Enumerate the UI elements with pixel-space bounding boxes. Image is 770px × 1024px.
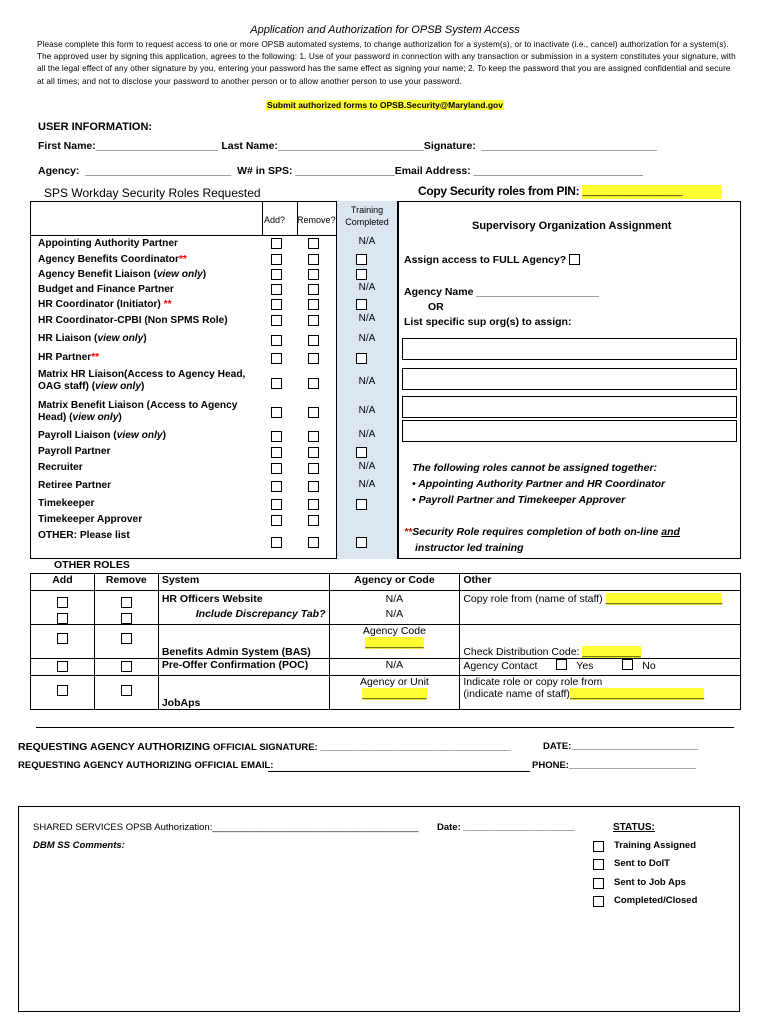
agency-contact-yes-checkbox[interactable] xyxy=(556,659,567,670)
or-agency-cell xyxy=(329,591,460,625)
role-remove-checkbox[interactable] xyxy=(308,238,319,249)
role-label-a: Appointing Authority Partner xyxy=(38,238,178,249)
or-col-other: Other xyxy=(460,574,741,591)
training-note xyxy=(404,526,680,538)
sup-org-input-3[interactable] xyxy=(402,396,737,418)
role-remove-checkbox[interactable] xyxy=(308,499,319,510)
role-training-na: N/A xyxy=(358,461,376,472)
role-label-b: view only xyxy=(72,411,119,423)
col-add-label: Add? xyxy=(264,215,286,225)
col-training-label: Training Completed xyxy=(345,205,389,227)
role-remove-checkbox[interactable] xyxy=(308,269,319,280)
role-remove-checkbox[interactable] xyxy=(308,315,319,326)
indicate-role-label: Indicate role or copy role from xyxy=(463,676,603,688)
name-signature-row[interactable]: First Name:_____________________ Last Name:_________________________Signature: ______________________________ xyxy=(38,140,657,152)
indicate-role-row xyxy=(463,688,737,700)
req-sig-input[interactable]: ____________________________________ xyxy=(317,742,511,753)
shared-auth-label: SHARED SERVICES OPSB Authorization: xyxy=(33,822,213,833)
status-label: Sent to DoIT xyxy=(614,858,670,869)
agency-email-row[interactable]: Agency: _________________________ W# in SPS: _________________Email Address: _____________________________ xyxy=(38,165,644,177)
other-roles-table xyxy=(30,573,741,710)
sps-heading: SPS Workday Security Roles Requested xyxy=(44,186,261,200)
role-training-na: N/A xyxy=(358,333,376,344)
role-row xyxy=(38,462,263,474)
copy-pin xyxy=(418,184,722,199)
or-col-add: Add xyxy=(31,574,95,591)
or-col-system: System xyxy=(158,574,329,591)
role-remove-checkbox[interactable] xyxy=(308,378,319,389)
role-label-a: OTHER: Please list xyxy=(38,530,130,541)
role-training-na: N/A xyxy=(358,282,376,293)
role-row xyxy=(38,284,263,296)
no-label: No xyxy=(642,660,656,672)
role-row xyxy=(38,446,263,458)
role-label-d: ** xyxy=(163,299,172,310)
check-dist-input[interactable]: __________ xyxy=(582,646,641,658)
full-agency-checkbox[interactable] xyxy=(569,254,580,265)
agency-name-field[interactable]: Agency Name _____________________ xyxy=(404,286,599,298)
req-date-label: DATE: xyxy=(543,741,572,752)
role-training-na: N/A xyxy=(358,376,376,387)
note-text-b: instructor led training xyxy=(415,542,524,554)
status-label: Training Assigned xyxy=(614,840,696,851)
role-add-checkbox[interactable] xyxy=(271,481,282,492)
role-label-a: Timekeeper Approver xyxy=(38,514,143,525)
status-label: Sent to Job Aps xyxy=(614,877,686,888)
role-label-b: view only xyxy=(97,333,144,344)
role-add-checkbox[interactable] xyxy=(271,378,282,389)
role-training-checkbox[interactable] xyxy=(356,299,367,310)
user-info-heading: USER INFORMATION: xyxy=(38,121,153,133)
dbm-comments-label: DBM SS Comments: xyxy=(33,840,125,851)
or-agency-cell xyxy=(329,676,460,710)
requesting-signature-row xyxy=(18,741,511,753)
role-row xyxy=(38,400,250,423)
or-other-cell xyxy=(460,591,741,625)
role-row xyxy=(38,333,263,345)
separator-line xyxy=(36,727,734,728)
role-training-na: N/A xyxy=(358,429,376,440)
phone-input[interactable]: ________________________ xyxy=(568,760,696,771)
sup-org-input-2[interactable] xyxy=(402,368,737,390)
role-add-checkbox[interactable] xyxy=(271,537,282,548)
role-row xyxy=(38,430,263,442)
req-sig-label-b: OFFICIAL SIGNATURE: xyxy=(213,742,318,753)
role-label-a: HR Partner xyxy=(38,352,92,363)
role-label-a: HR Coordinator (Initiator) xyxy=(38,299,164,310)
or-other-cell xyxy=(460,676,741,710)
role-add-checkbox[interactable] xyxy=(271,299,282,310)
role-add-checkbox[interactable] xyxy=(271,499,282,510)
role-label-a: Retiree Partner xyxy=(38,480,112,491)
indicate-name-input[interactable]: _______________________ xyxy=(569,688,705,700)
discrepancy-remove-checkbox[interactable] xyxy=(121,613,132,624)
role-remove-checkbox[interactable] xyxy=(308,299,319,310)
role-label-d: ** xyxy=(178,254,187,265)
indicate-name-label: (indicate name of staff) xyxy=(463,688,570,700)
role-row xyxy=(38,238,263,250)
role-remove-checkbox[interactable] xyxy=(308,335,319,346)
role-add-checkbox[interactable] xyxy=(271,284,282,295)
role-label-a: Budget and Finance Partner xyxy=(38,284,174,295)
role-row xyxy=(38,530,263,542)
status-checkbox[interactable] xyxy=(593,878,604,889)
or-remove-cell xyxy=(94,591,158,625)
role-label-a: Matrix HR Liaison(Access to Agency Head, OAG staff) ( xyxy=(38,369,246,392)
note-text-a: Security Role requires completion of both on-line xyxy=(412,526,662,538)
submit-email-link[interactable]: Submit authorized forms to OPSB.Security@Maryland.gov xyxy=(267,100,503,110)
or-system-cell xyxy=(158,591,329,625)
or-other-cell xyxy=(460,625,741,659)
or-col-remove: Remove xyxy=(94,574,158,591)
hr-officers-remove-checkbox[interactable] xyxy=(121,597,132,608)
role-label-d: ** xyxy=(91,352,100,363)
role-add-checkbox[interactable] xyxy=(271,238,282,249)
note-and: and xyxy=(661,526,680,538)
shared-date-input[interactable]: _____________________ xyxy=(463,822,575,833)
role-remove-checkbox[interactable] xyxy=(308,463,319,474)
bas-remove-checkbox[interactable] xyxy=(121,633,132,644)
role-add-checkbox[interactable] xyxy=(271,447,282,458)
status-label: Completed/Closed xyxy=(614,895,698,906)
req-date-input[interactable]: ________________________ xyxy=(571,741,699,752)
other-roles-heading: OTHER ROLES xyxy=(54,559,130,571)
full-agency-label: Assign access to FULL Agency? xyxy=(404,254,567,266)
agency-code-label: Agency Code xyxy=(362,625,426,637)
role-add-checkbox[interactable] xyxy=(271,407,282,418)
shared-services-box xyxy=(18,806,740,1012)
note-stars: ** xyxy=(404,526,413,538)
sup-org-input-4[interactable] xyxy=(402,420,737,442)
role-add-checkbox[interactable] xyxy=(271,515,282,526)
copy-role-label xyxy=(463,593,737,605)
role-label-b: view only xyxy=(156,269,203,280)
role-label-c: ) xyxy=(118,411,122,423)
poc-remove-checkbox[interactable] xyxy=(121,661,132,672)
role-row xyxy=(38,514,263,526)
role-row xyxy=(38,369,250,392)
or-col-agency: Agency or Code xyxy=(329,574,460,591)
agency-code-input[interactable]: __________ xyxy=(365,637,424,649)
role-label-a: Timekeeper xyxy=(38,498,95,509)
role-label-a: Payroll Liaison ( xyxy=(38,430,117,441)
or-add-cell xyxy=(31,591,95,625)
or-other-cell xyxy=(460,659,741,676)
bas-add-checkbox[interactable] xyxy=(57,633,68,644)
role-label-a: Matrix Benefit Liaison (Access to Agency Head) ( xyxy=(38,400,238,423)
bas-label: Benefits Admin System (BAS) xyxy=(158,625,329,659)
or-remove-cell xyxy=(94,625,158,659)
status-heading: STATUS: xyxy=(613,822,655,833)
or-remove-cell xyxy=(94,659,158,676)
role-label-b: view only xyxy=(95,380,142,392)
role-row xyxy=(38,352,263,364)
role-label-a: Agency Benefit Liaison ( xyxy=(38,269,157,280)
role-add-checkbox[interactable] xyxy=(271,431,282,442)
role-row xyxy=(38,299,263,311)
role-add-checkbox[interactable] xyxy=(271,269,282,280)
role-remove-checkbox[interactable] xyxy=(308,284,319,295)
include-discrepancy-label: Include Discrepancy Tab? xyxy=(195,608,326,620)
yes-label: Yes xyxy=(576,660,594,672)
or-add-cell xyxy=(31,625,95,659)
hr-officers-na: N/A xyxy=(385,593,404,605)
discrepancy-add-checkbox[interactable] xyxy=(57,613,68,624)
role-row xyxy=(38,498,263,510)
copy-role-input[interactable]: ____________________ xyxy=(605,593,723,605)
role-training-checkbox[interactable] xyxy=(356,254,367,265)
role-training-na: N/A xyxy=(358,405,376,416)
role-row xyxy=(38,315,263,327)
col-remove-label: Remove? xyxy=(297,215,336,225)
role-remove-checkbox[interactable] xyxy=(308,431,319,442)
form-title: Application and Authorization for OPSB System Access xyxy=(250,24,520,36)
col-divider xyxy=(262,201,263,235)
shared-date-label: Date: xyxy=(437,822,461,833)
role-training-checkbox[interactable] xyxy=(356,447,367,458)
intro-text: Please complete this form to request access to one or more OPSB automated systems, to change authorization for a system(s), or to inactivate (i.e., cancel) authorization for a system(s). The approved user by signing this application, agrees to the following: 1. Use of your password in connection with any transaction or submission in a system constitutes your signature, with all the legal effect of any other signature by you, entering your password has the same effect as signing your name; 2. To keep the password that you are assigned confidential and secure at all times; and not to disclose your password to another person or to allow another person to use your password. xyxy=(37,40,736,86)
agency-unit-input[interactable]: ___________ xyxy=(362,688,427,700)
shared-auth-input[interactable]: _______________________________________ xyxy=(212,822,419,833)
agency-unit-label: Agency or Unit xyxy=(359,676,429,688)
or-label: OR xyxy=(428,301,444,313)
jobaps-remove-checkbox[interactable] xyxy=(121,685,132,696)
role-label-a: Agency Benefits Coordinator xyxy=(38,254,179,265)
role-row xyxy=(38,254,263,266)
sup-org-input-1[interactable] xyxy=(402,338,737,360)
copy-role-text: Copy role from (name of staff) xyxy=(463,593,603,605)
poc-add-checkbox[interactable] xyxy=(57,661,68,672)
col-divider xyxy=(398,201,399,559)
check-dist-label: Check Distribution Code: xyxy=(463,646,580,658)
role-remove-checkbox[interactable] xyxy=(308,537,319,548)
cannot-assign-item-2: • Payroll Partner and Timekeeper Approver xyxy=(412,494,626,506)
role-training-na: N/A xyxy=(358,236,376,247)
phone-row xyxy=(532,760,696,771)
role-remove-checkbox[interactable] xyxy=(308,254,319,265)
cannot-assign-heading: The following roles cannot be assigned together: xyxy=(412,462,658,474)
role-remove-checkbox[interactable] xyxy=(308,481,319,492)
agency-contact-no-checkbox[interactable] xyxy=(622,659,633,670)
role-label-c: ) xyxy=(141,380,145,392)
role-add-checkbox[interactable] xyxy=(271,254,282,265)
role-add-checkbox[interactable] xyxy=(271,335,282,346)
role-remove-checkbox[interactable] xyxy=(308,515,319,526)
role-remove-checkbox[interactable] xyxy=(308,353,319,364)
role-label-a: HR Coordinator-CPBI (Non SPMS Role) xyxy=(38,315,228,326)
role-label-a: Recruiter xyxy=(38,462,83,473)
status-checkbox[interactable] xyxy=(593,859,604,870)
shared-auth-row xyxy=(33,822,418,833)
or-agency-cell xyxy=(329,625,460,659)
role-label-c: ) xyxy=(162,430,166,441)
submit-instruction xyxy=(0,100,770,110)
req-sig-label-a: REQUESTING AGENCY AUTHORIZING xyxy=(18,741,214,753)
supervisory-heading: Supervisory Organization Assignment xyxy=(472,220,672,232)
poc-label: Pre-Offer Confirmation (POC) xyxy=(158,659,329,676)
discrepancy-na: N/A xyxy=(385,608,404,620)
role-label-b: view only xyxy=(116,430,163,441)
role-label-c: ) xyxy=(202,269,207,280)
role-label-c: ) xyxy=(143,333,147,344)
hr-officers-add-checkbox[interactable] xyxy=(57,597,68,608)
shared-date-row xyxy=(437,822,574,833)
jobaps-label: JobAps xyxy=(158,676,329,710)
cannot-assign-item-1: • Appointing Authority Partner and HR Coordinator xyxy=(412,478,666,490)
role-training-na: N/A xyxy=(358,479,376,490)
role-training-checkbox[interactable] xyxy=(356,353,367,364)
role-remove-checkbox[interactable] xyxy=(308,407,319,418)
role-add-checkbox[interactable] xyxy=(271,463,282,474)
role-training-checkbox[interactable] xyxy=(356,269,367,280)
list-sup-orgs-label: List specific sup org(s) to assign: xyxy=(404,316,572,328)
or-remove-cell xyxy=(94,676,158,710)
copy-pin-label: Copy Security roles from PIN: xyxy=(418,184,580,198)
role-label-a: HR Liaison ( xyxy=(38,333,98,344)
status-checkbox[interactable] xyxy=(593,896,604,907)
status-checkbox[interactable] xyxy=(593,841,604,852)
or-add-cell xyxy=(31,676,95,710)
agency-contact-label: Agency Contact xyxy=(463,660,538,672)
role-add-checkbox[interactable] xyxy=(271,353,282,364)
role-training-na: N/A xyxy=(358,313,376,324)
req-date-row xyxy=(543,741,698,752)
role-label-a: Payroll Partner xyxy=(38,446,111,457)
hr-officers-label: HR Officers Website xyxy=(161,593,263,605)
jobaps-add-checkbox[interactable] xyxy=(57,685,68,696)
role-row xyxy=(38,269,263,281)
role-add-checkbox[interactable] xyxy=(271,315,282,326)
pin-input[interactable]: ___________________ xyxy=(582,185,722,199)
role-remove-checkbox[interactable] xyxy=(308,447,319,458)
role-row xyxy=(38,480,263,492)
req-email-input[interactable] xyxy=(268,771,530,772)
or-add-cell xyxy=(31,659,95,676)
poc-na: N/A xyxy=(329,659,460,676)
role-training-checkbox[interactable] xyxy=(356,499,367,510)
phone-label: PHONE: xyxy=(532,760,569,771)
req-email-label: REQUESTING AGENCY AUTHORIZING OFFICIAL EMAIL: xyxy=(18,760,274,771)
role-training-checkbox[interactable] xyxy=(356,537,367,548)
